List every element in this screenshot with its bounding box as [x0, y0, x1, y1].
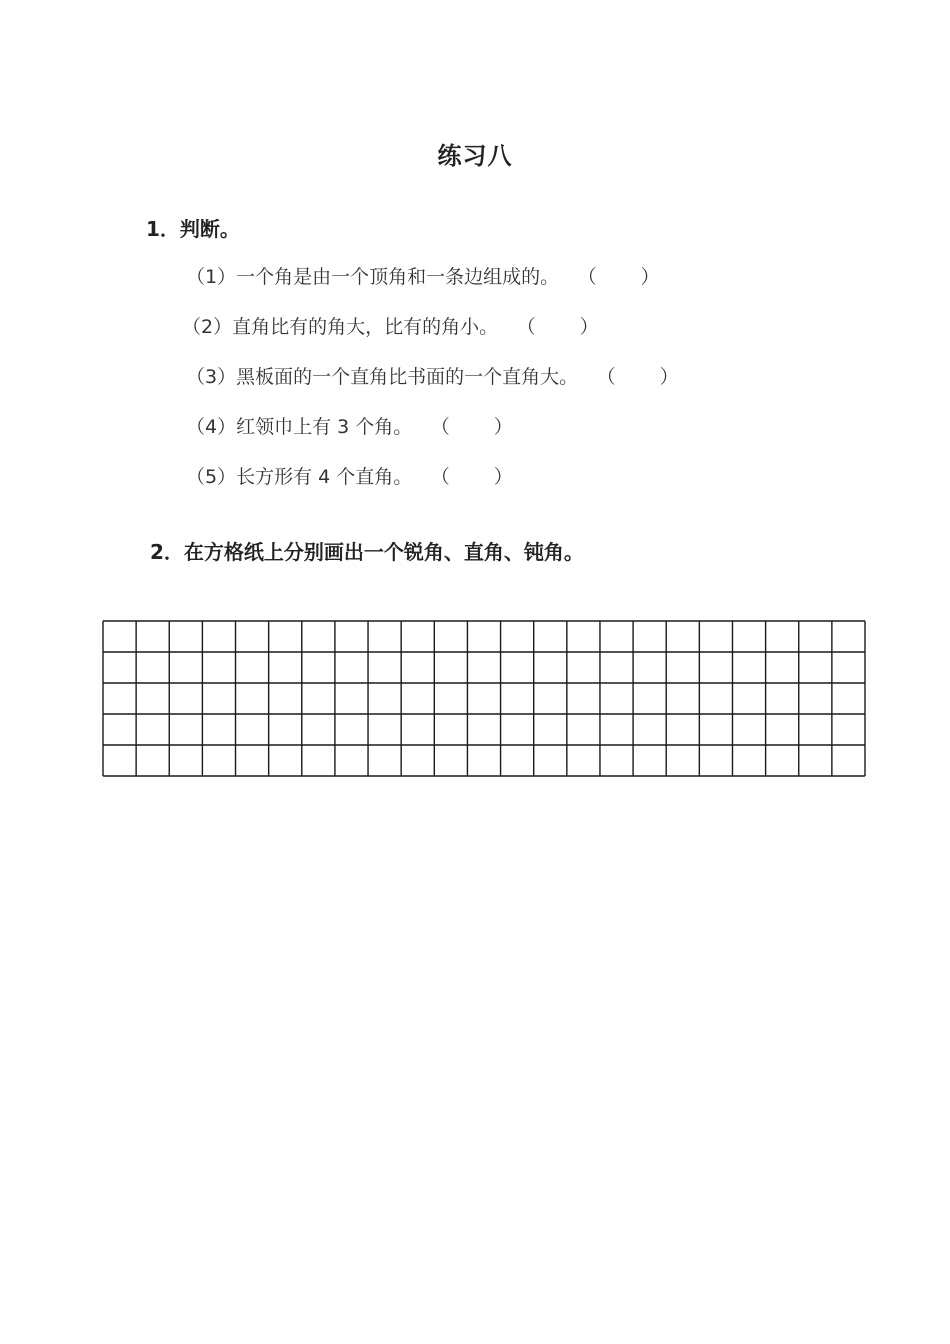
answer-open-bracket: （ — [526, 316, 536, 338]
answer-close-bracket: ） — [640, 266, 660, 288]
judgment-item — [186, 262, 660, 289]
item-text: （4）红领巾上有 3 个角。 — [186, 416, 413, 438]
answer-open-bracket: （ — [606, 366, 616, 388]
item-text: （5）长方形有 4 个直角。 — [186, 466, 413, 488]
judgment-item — [186, 412, 513, 439]
question-2-heading: 2．在方格纸上分别画出一个锐角、直角、钝角。 — [150, 540, 584, 564]
answer-open-bracket: （ — [440, 466, 450, 488]
answer-close-bracket: ） — [659, 366, 679, 388]
question-1-heading: 1．判断。 — [146, 217, 240, 241]
answer-open-bracket: （ — [587, 266, 597, 288]
grid-paper[interactable] — [102, 620, 866, 777]
item-text: （2）直角比有的角大，比有的角小。 — [182, 316, 499, 338]
judgment-item — [186, 462, 513, 489]
answer-close-bracket: ） — [493, 416, 513, 438]
judgment-item — [186, 362, 679, 389]
item-text: （1）一个角是由一个顶角和一条边组成的。 — [186, 266, 560, 288]
judgment-item — [182, 312, 599, 339]
grid-paper-svg[interactable] — [102, 620, 866, 777]
item-text: （3）黑板面的一个直角比书面的一个直角大。 — [186, 366, 579, 388]
answer-open-bracket: （ — [440, 416, 450, 438]
answer-close-bracket: ） — [579, 316, 599, 338]
answer-close-bracket: ） — [493, 466, 513, 488]
page-title: 练习八 — [437, 142, 513, 170]
